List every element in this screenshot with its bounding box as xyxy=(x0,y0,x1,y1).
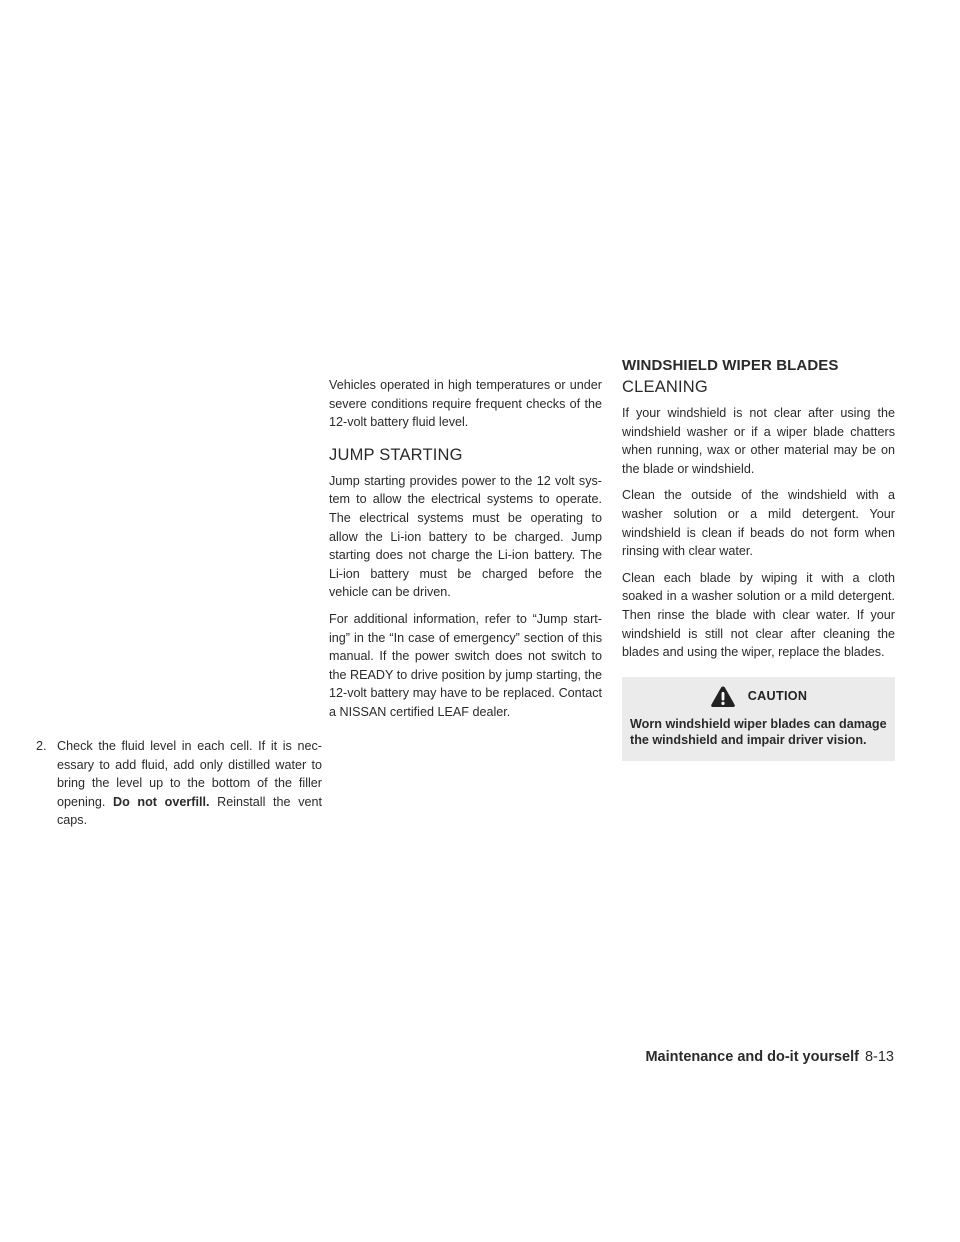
caution-text: Worn windshield wiper blades can damage the windshield and impair driver vision. xyxy=(630,716,887,748)
cleaning-para-1: If your windshield is not clear after using the windshield washer or if a wiper blade chatters when running, wax or other material may be on the blade or windshield. xyxy=(622,406,895,476)
footer-section-title: Maintenance and do-it yourself xyxy=(645,1049,859,1065)
step-text-b: Reinstall the vent caps. xyxy=(57,794,323,828)
right-column xyxy=(622,356,895,761)
battery-fluid-intro: Vehicles operated in high temperatures or under severe conditions require frequent checks of the 12-volt battery fluid level. xyxy=(329,378,602,430)
page-footer xyxy=(645,1049,894,1065)
left-column xyxy=(36,737,322,830)
cleaning-heading: CLEANING xyxy=(622,378,708,396)
step-text xyxy=(57,737,322,830)
caution-label: CAUTION xyxy=(747,688,808,703)
cleaning-para-2: Clean the outside of the windshield with a washer solution or a mild detergent. Your windshield is clean if beads do not form when rinsing with clear water. xyxy=(622,488,895,559)
middle-column xyxy=(329,376,602,730)
step-2 xyxy=(36,737,322,830)
jump-starting-heading: JUMP STARTING xyxy=(329,445,463,464)
wiper-blades-heading: WINDSHIELD WIPER BLADES xyxy=(622,357,839,374)
caution-box xyxy=(622,677,895,761)
page-number: 8-13 xyxy=(864,1049,894,1065)
warning-triangle-icon xyxy=(710,685,736,708)
step-text-a: Check the fluid level in each cell. If it is necessary to add fluid, add only distilled water to bring the level up to the bottom of the filler opening. xyxy=(57,739,322,809)
step-number: 2. xyxy=(36,739,47,753)
jump-starting-para-1: Jump starting provides power to the 12 volt system to allow the electrical systems to operate. The electrical systems must be operating to allow the Li-ion battery to be charged. Jump starting does not charge the Li-ion battery. The Li-ion battery must be charged before the vehicle can be driven. xyxy=(329,473,602,600)
step-bold-warning: Do not overfill. xyxy=(112,794,210,809)
caution-title xyxy=(630,685,887,708)
cleaning-para-3: Clean each blade by wiping it with a cloth soaked in a washer solution or a mild detergent. Then rinse the blade with clear water. If your windshield is still not clear after cleaning the blades and using the wiper, replace the blades. xyxy=(622,570,895,660)
jump-starting-para-2: For additional information, refer to “Jump starting” in the “In case of emergency” section of this manual. If the power switch does not switch to the READY to drive position by jump starting, the 12-volt battery may have to be replaced. Contact a NISSAN certified LEAF dealer. xyxy=(329,611,602,719)
